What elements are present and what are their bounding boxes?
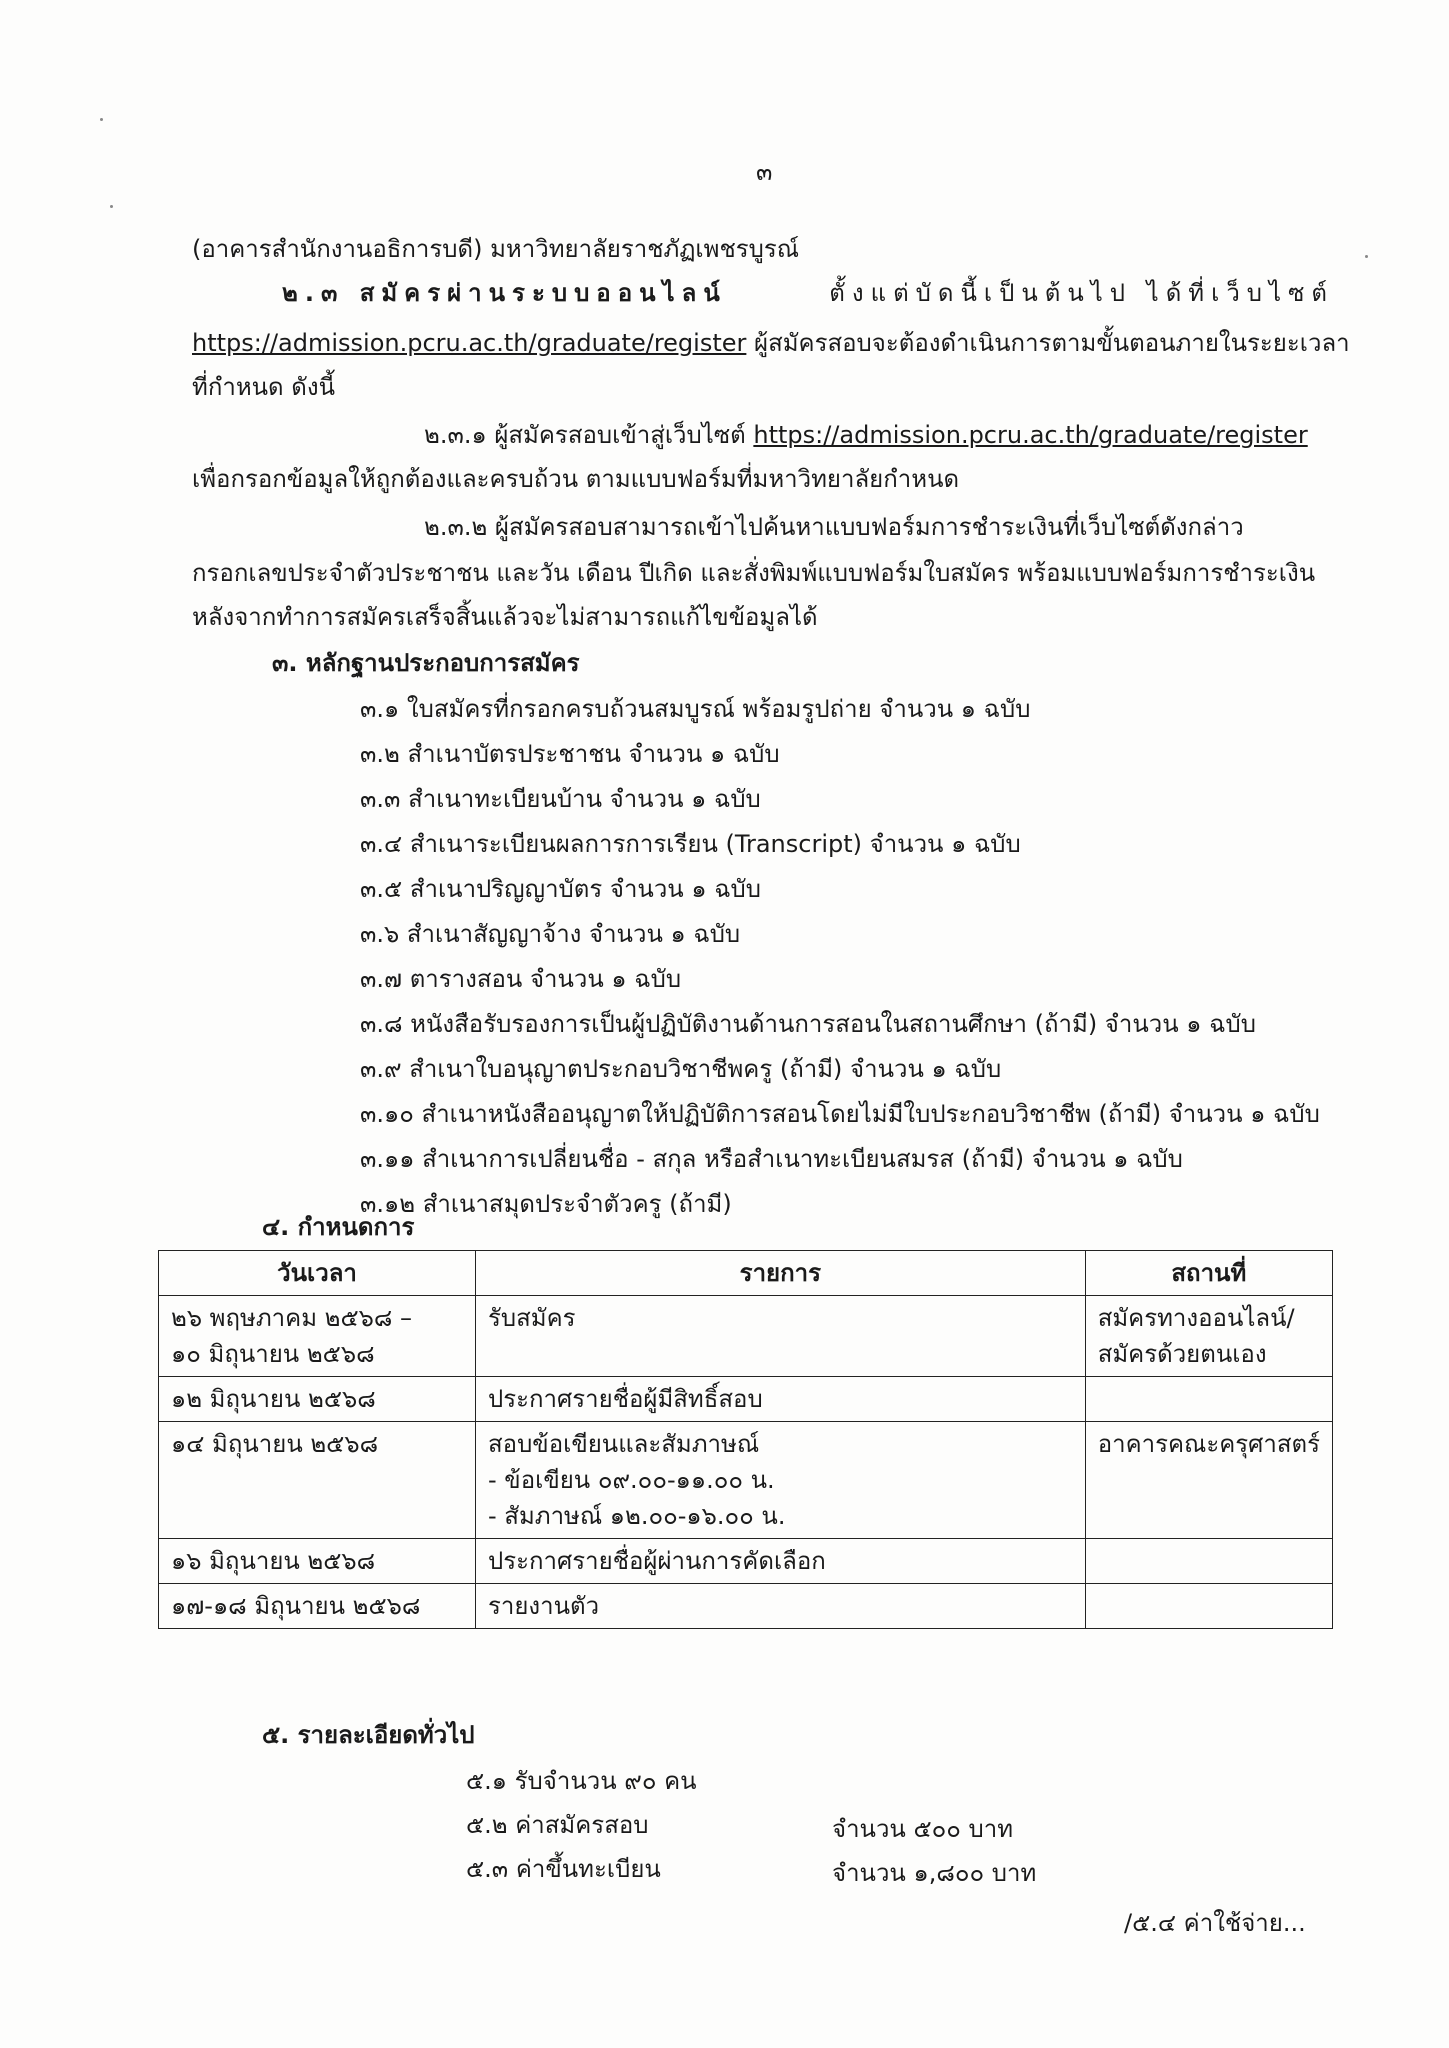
item-line: สอบข้อเขียนและสัมภาษณ์ (488, 1430, 760, 1458)
section-3-item: ๓.๗ ตารางสอน จำนวน ๑ ฉบับ (360, 965, 682, 993)
section-3-item: ๓.๙ สำเนาใบอนุญาตประกอบวิชาชีพครู (ถ้ามี) จำนวน ๑ ฉบับ (360, 1055, 1002, 1083)
cell-item (476, 1377, 1086, 1422)
cell-date (159, 1422, 476, 1539)
section-5-item-3-value: จำนวน ๑,๘๐๐ บาท (832, 1859, 1037, 1887)
cell-place (1085, 1422, 1332, 1539)
item-2-3-1-prefix: ๒.๓.๑ ผู้สมัครสอบเข้าสู่เว็บไซต์ (424, 421, 746, 449)
section-3-item: ๓.๖ สำเนาสัญญาจ้าง จำนวน ๑ ฉบับ (360, 920, 741, 948)
item-2-3-2-line1: ๒.๓.๒ ผู้สมัครสอบสามารถเข้าไปค้นหาแบบฟอร์มการชำระเงินที่เว็บไซต์ดังกล่าว (424, 513, 1244, 541)
place-line: สมัครด้วยตนเอง (1097, 1340, 1267, 1368)
item-2-3-1-continuation: เพื่อกรอกข้อมูลให้ถูกต้องและครบถ้วน ตามแบบฟอร์มที่มหาวิทยาลัยกำหนด (192, 465, 960, 493)
item-line: - สัมภาษณ์ ๑๒.๐๐-๑๖.๐๐ น. (488, 1502, 786, 1530)
intro-line: (อาคารสำนักงานอธิการบดี) มหาวิทยาลัยราชภัฏเพชรบูรณ์ (192, 235, 800, 263)
table-row (159, 1584, 1333, 1629)
table-header-row (159, 1251, 1333, 1296)
place-line: อาคารคณะครุศาสตร์ (1097, 1430, 1320, 1458)
section-3-heading: ๓. หลักฐานประกอบการสมัคร (272, 649, 580, 677)
section-2-3-line3: ที่กำหนด ดังนี้ (192, 373, 335, 401)
cell-item (476, 1422, 1086, 1539)
table-row (159, 1539, 1333, 1584)
continuation-note: /๕.๔ ค่าใช้จ่าย... (1124, 1909, 1306, 1937)
date-line: ๒๖ พฤษภาคม ๒๕๖๘ – (171, 1304, 413, 1332)
cell-place (1085, 1584, 1332, 1629)
scan-speck (110, 205, 113, 208)
section-3-item: ๓.๑๒ สำเนาสมุดประจำตัวครู (ถ้ามี) (360, 1190, 732, 1218)
item-line: รายงานตัว (488, 1592, 600, 1620)
header-date: วันเวลา (159, 1251, 476, 1296)
cell-place (1085, 1539, 1332, 1584)
header-place: สถานที่ (1085, 1251, 1332, 1296)
section-2-3-heading-tail: ตั้งแต่บัดนี้เป็นต้นไป ได้ที่เว็บไซต์ (829, 279, 1334, 307)
cell-date (159, 1377, 476, 1422)
date-line: ๑๔ มิถุนายน ๒๕๖๘ (171, 1430, 379, 1458)
section-5-item-2-value: จำนวน ๕๐๐ บาท (832, 1815, 1014, 1843)
cell-item (476, 1296, 1086, 1377)
section-4-heading: ๔. กำหนดการ (262, 1213, 415, 1241)
table-row (159, 1422, 1333, 1539)
table-row (159, 1296, 1333, 1377)
cell-place (1085, 1296, 1332, 1377)
table-row (159, 1377, 1333, 1422)
section-2-3-heading: ๒.๓ สมัครผ่านระบบออนไลน์ (282, 279, 727, 307)
section-5-item-2-label: ๕.๒ ค่าสมัครสอบ (466, 1811, 649, 1839)
date-line: ๑๗-๑๘ มิถุนายน ๒๕๖๘ (171, 1592, 421, 1620)
date-line: ๑๐ มิถุนายน ๒๕๖๘ (171, 1340, 375, 1368)
scan-speck (1365, 255, 1368, 258)
item-line: ประกาศรายชื่อผู้ผ่านการคัดเลือก (488, 1547, 826, 1575)
section-5-heading: ๕. รายละเอียดทั่วไป (262, 1721, 475, 1749)
section-3-item: ๓.๒ สำเนาบัตรประชาชน จำนวน ๑ ฉบับ (360, 740, 780, 768)
section-3-item: ๓.๑ ใบสมัครที่กรอกครบถ้วนสมบูรณ์ พร้อมรูปถ่าย จำนวน ๑ ฉบับ (360, 695, 1031, 723)
section-2-3-heading-line (282, 276, 1334, 310)
item-line: - ข้อเขียน ๐๙.๐๐-๑๑.๐๐ น. (488, 1466, 775, 1494)
register-link-2[interactable]: https://admission.pcru.ac.th/graduate/register (753, 421, 1308, 449)
register-link[interactable]: https://admission.pcru.ac.th/graduate/register (192, 329, 747, 357)
cell-date (159, 1539, 476, 1584)
item-line: ประกาศรายชื่อผู้มีสิทธิ์สอบ (488, 1385, 763, 1413)
section-2-3-line2-text: ผู้สมัครสอบจะต้องดำเนินการตามขั้นตอนภายในระยะเวลา (754, 329, 1350, 357)
schedule-table (158, 1250, 1333, 1629)
cell-date (159, 1296, 476, 1377)
scan-speck (100, 118, 103, 121)
item-2-3-1-line (424, 418, 1308, 452)
cell-place (1085, 1377, 1332, 1422)
date-line: ๑๒ มิถุนายน ๒๕๖๘ (171, 1385, 376, 1413)
place-line: สมัครทางออนไลน์/ (1097, 1304, 1295, 1332)
section-3-item: ๓.๑๐ สำเนาหนังสืออนุญาตให้ปฏิบัติการสอนโดยไม่มีใบประกอบวิชาชีพ (ถ้ามี) จำนวน ๑ ฉบับ (360, 1100, 1320, 1128)
cell-item (476, 1539, 1086, 1584)
section-5-item-3-label: ๕.๓ ค่าขึ้นทะเบียน (466, 1855, 661, 1883)
item-2-3-2-line3: หลังจากทำการสมัครเสร็จสิ้นแล้วจะไม่สามารถแก้ไขข้อมูลได้ (192, 603, 818, 631)
cell-date (159, 1584, 476, 1629)
header-item: รายการ (476, 1251, 1086, 1296)
item-line: รับสมัคร (488, 1304, 576, 1332)
section-3-item: ๓.๕ สำเนาปริญญาบัตร จำนวน ๑ ฉบับ (360, 875, 762, 903)
section-5-item-1: ๕.๑ รับจำนวน ๙๐ คน (466, 1767, 697, 1795)
section-3-item: ๓.๘ หนังสือรับรองการเป็นผู้ปฏิบัติงานด้านการสอนในสถานศึกษา (ถ้ามี) จำนวน ๑ ฉบับ (360, 1010, 1256, 1038)
date-line: ๑๖ มิถุนายน ๒๕๖๘ (171, 1547, 376, 1575)
cell-item (476, 1584, 1086, 1629)
section-2-3-url-line (192, 326, 1350, 360)
section-3-item: ๓.๓ สำเนาทะเบียนบ้าน จำนวน ๑ ฉบับ (360, 785, 761, 813)
page-number: ๓ (756, 158, 773, 186)
item-2-3-2-line2: กรอกเลขประจำตัวประชาชน และวัน เดือน ปีเกิด และสั่งพิมพ์แบบฟอร์มใบสมัคร พร้อมแบบฟอร์มการชำระเงิน (192, 559, 1316, 587)
section-3-item: ๓.๑๑ สำเนาการเปลี่ยนชื่อ - สกุล หรือสำเนาทะเบียนสมรส (ถ้ามี) จำนวน ๑ ฉบับ (360, 1145, 1183, 1173)
section-3-item: ๓.๔ สำเนาระเบียนผลการการเรียน (Transcript) จำนวน ๑ ฉบับ (360, 830, 1021, 858)
